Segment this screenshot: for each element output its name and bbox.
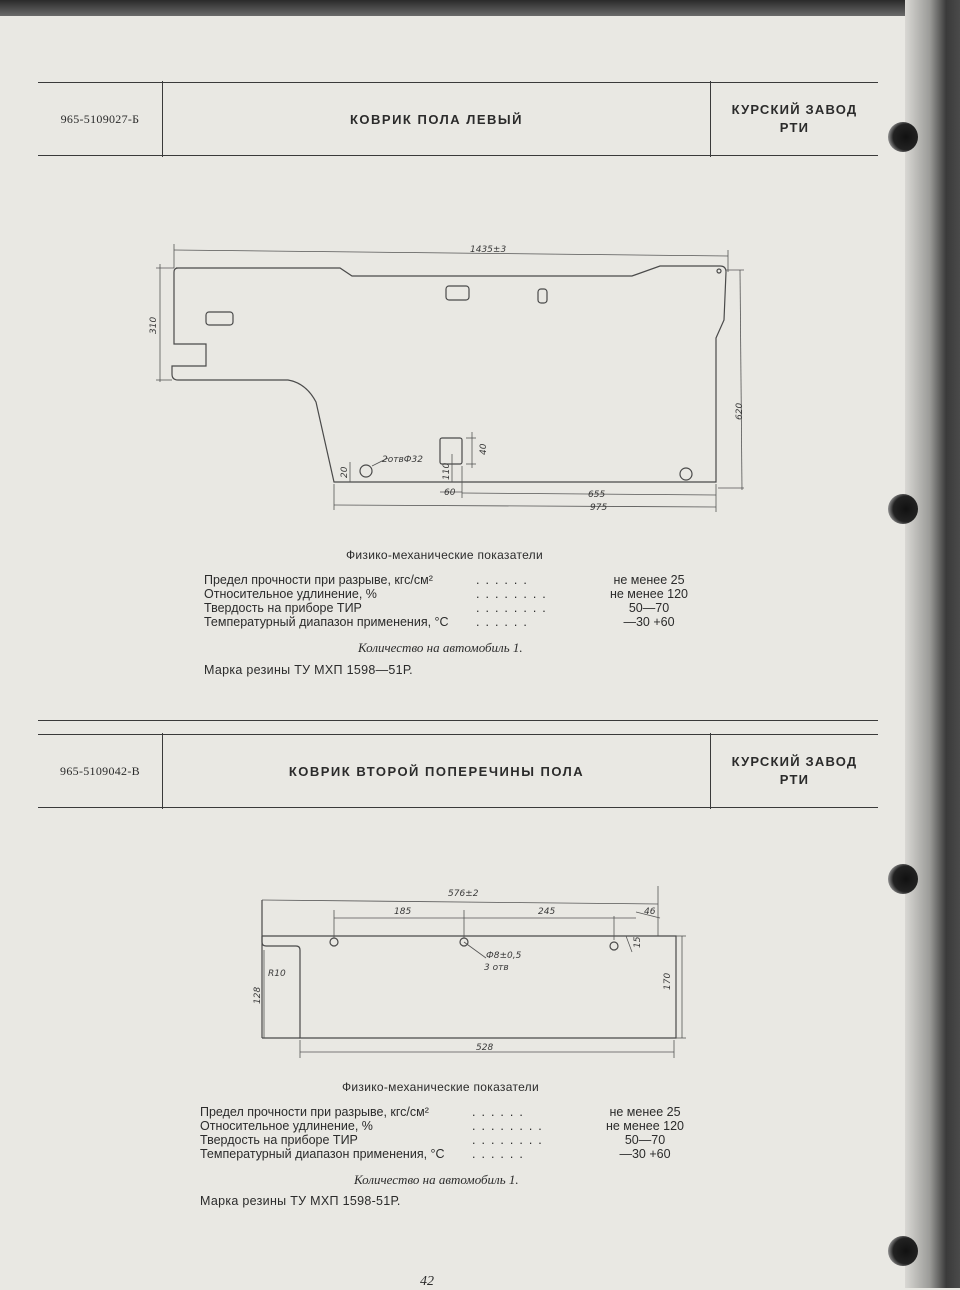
mat2-hole bbox=[610, 942, 618, 950]
part-header bbox=[38, 734, 878, 808]
page-number: 42 bbox=[420, 1274, 434, 1289]
property-value: не менее 25 bbox=[609, 1105, 681, 1119]
property-label: Предел прочности при разрыве, кгс/см² bbox=[200, 1105, 429, 1119]
dim-975: 975 bbox=[590, 503, 608, 513]
dim2-hole-count: 3 отв bbox=[484, 963, 509, 973]
mat-slot bbox=[538, 289, 547, 303]
property-label: Твердость на приборе ТИР bbox=[204, 601, 362, 615]
manufacturer-line1: КУРСКИЙ ЗАВОД bbox=[731, 754, 858, 769]
dim-right-height: 620 bbox=[735, 402, 745, 420]
dim-overall-length: 1435±3 bbox=[470, 245, 507, 255]
part-code: 965-5109027-Б bbox=[60, 111, 140, 126]
property-value: —30 +60 bbox=[623, 615, 675, 629]
mat-slot bbox=[440, 438, 462, 464]
dim-20: 20 bbox=[340, 466, 350, 478]
property-value: —30 +60 bbox=[619, 1147, 671, 1161]
scan-top-edge bbox=[0, 0, 960, 16]
dim-40: 40 bbox=[479, 443, 489, 455]
manufacturer-line2: РТИ bbox=[779, 772, 810, 787]
mat-hole bbox=[680, 468, 692, 480]
rubber-grade: Марка резины ТУ МХП 1598—51Р. bbox=[204, 663, 413, 677]
binder-hole bbox=[888, 122, 918, 152]
mat2-outline bbox=[262, 900, 676, 1038]
dim2-185: 185 bbox=[394, 907, 412, 917]
property-label: Температурный диапазон применения, °С bbox=[204, 615, 449, 629]
rubber-grade: Марка резины ТУ МХП 1598-51Р. bbox=[200, 1194, 401, 1208]
properties-title: Физико-механические показатели bbox=[342, 1080, 539, 1094]
floor-mat-left-drawing bbox=[172, 266, 726, 482]
manufacturer-line1: КУРСКИЙ ЗАВОД bbox=[731, 102, 858, 117]
property-value: 50—70 bbox=[628, 601, 670, 615]
quantity-note: Количество на автомобиль 1. bbox=[354, 1172, 519, 1187]
manufacturer bbox=[711, 83, 878, 155]
property-value: 50—70 bbox=[624, 1133, 666, 1147]
dim-60: 60 bbox=[444, 488, 456, 498]
mat-hole bbox=[717, 269, 721, 273]
dim2-overall-length: 576±2 bbox=[448, 889, 479, 899]
property-label: Относительное удлинение, % bbox=[200, 1119, 373, 1133]
mat2-dimension-lines bbox=[262, 886, 686, 1058]
properties-table: Предел прочности при разрыве, кгс/см² ...... не менее 25 Относительное удлинение, % ........ не менее 120 Твердость на приборе ТИР ........ 50—70 Температурный диапазон применения, °С ...... —30 +60 bbox=[200, 1105, 700, 1165]
mat-hole bbox=[360, 465, 372, 477]
manufacturer bbox=[711, 735, 878, 807]
dim2-46: 46 bbox=[644, 907, 656, 917]
dim2-radius: R10 bbox=[268, 969, 286, 979]
dim2-hole-diameter: Ф8±0,5 bbox=[486, 951, 522, 961]
part-code: 965-5109042-В bbox=[60, 763, 140, 778]
property-value: не менее 120 bbox=[605, 1119, 684, 1133]
mat-slot bbox=[446, 286, 469, 300]
mat1-dimension-lines bbox=[156, 244, 744, 512]
quantity-note: Количество на автомобиль 1. bbox=[358, 640, 523, 655]
binder-hole bbox=[888, 494, 918, 524]
mat2-hole bbox=[330, 938, 338, 946]
properties-title: Физико-механические показатели bbox=[346, 548, 543, 562]
dim-110: 110 bbox=[442, 462, 452, 480]
property-label: Твердость на приборе ТИР bbox=[200, 1133, 358, 1147]
dim-left-height: 310 bbox=[149, 316, 159, 334]
part-header bbox=[38, 82, 878, 156]
section-divider bbox=[38, 720, 878, 721]
mat-slot bbox=[206, 312, 233, 325]
property-value: не менее 120 bbox=[609, 587, 688, 601]
part-title: КОВРИК ПОЛА ЛЕВЫЙ bbox=[349, 111, 523, 127]
part-title: КОВРИК ВТОРОЙ ПОПЕРЕЧИНЫ ПОЛА bbox=[288, 763, 585, 779]
manufacturer-line2: РТИ bbox=[779, 120, 810, 135]
mat2-hole bbox=[460, 938, 468, 946]
dim2-170: 170 bbox=[663, 972, 673, 990]
property-value: не менее 25 bbox=[613, 573, 685, 587]
dim-hole-note: 2отвФ32 bbox=[382, 455, 423, 465]
binder-hole bbox=[888, 1236, 918, 1266]
binder-hole bbox=[888, 864, 918, 894]
dim2-245: 245 bbox=[538, 907, 556, 917]
dim2-528: 528 bbox=[476, 1043, 494, 1053]
property-label: Относительное удлинение, % bbox=[204, 587, 377, 601]
property-label: Температурный диапазон применения, °С bbox=[200, 1147, 445, 1161]
properties-table: Предел прочности при разрыве, кгс/см² ...... не менее 25 Относительное удлинение, % ........ не менее 120 Твердость на приборе ТИР ........ 50—70 Температурный диапазон применения, °С ...... —30 +60 bbox=[204, 573, 704, 633]
dim-655: 655 bbox=[588, 490, 606, 500]
property-label: Предел прочности при разрыве, кгс/см² bbox=[204, 573, 433, 587]
binder-edge bbox=[905, 0, 960, 1288]
mat-outline bbox=[172, 266, 726, 482]
dim2-128: 128 bbox=[253, 986, 263, 1004]
dim2-15: 15 bbox=[633, 936, 643, 948]
crossmember-mat-drawing bbox=[262, 900, 676, 1038]
